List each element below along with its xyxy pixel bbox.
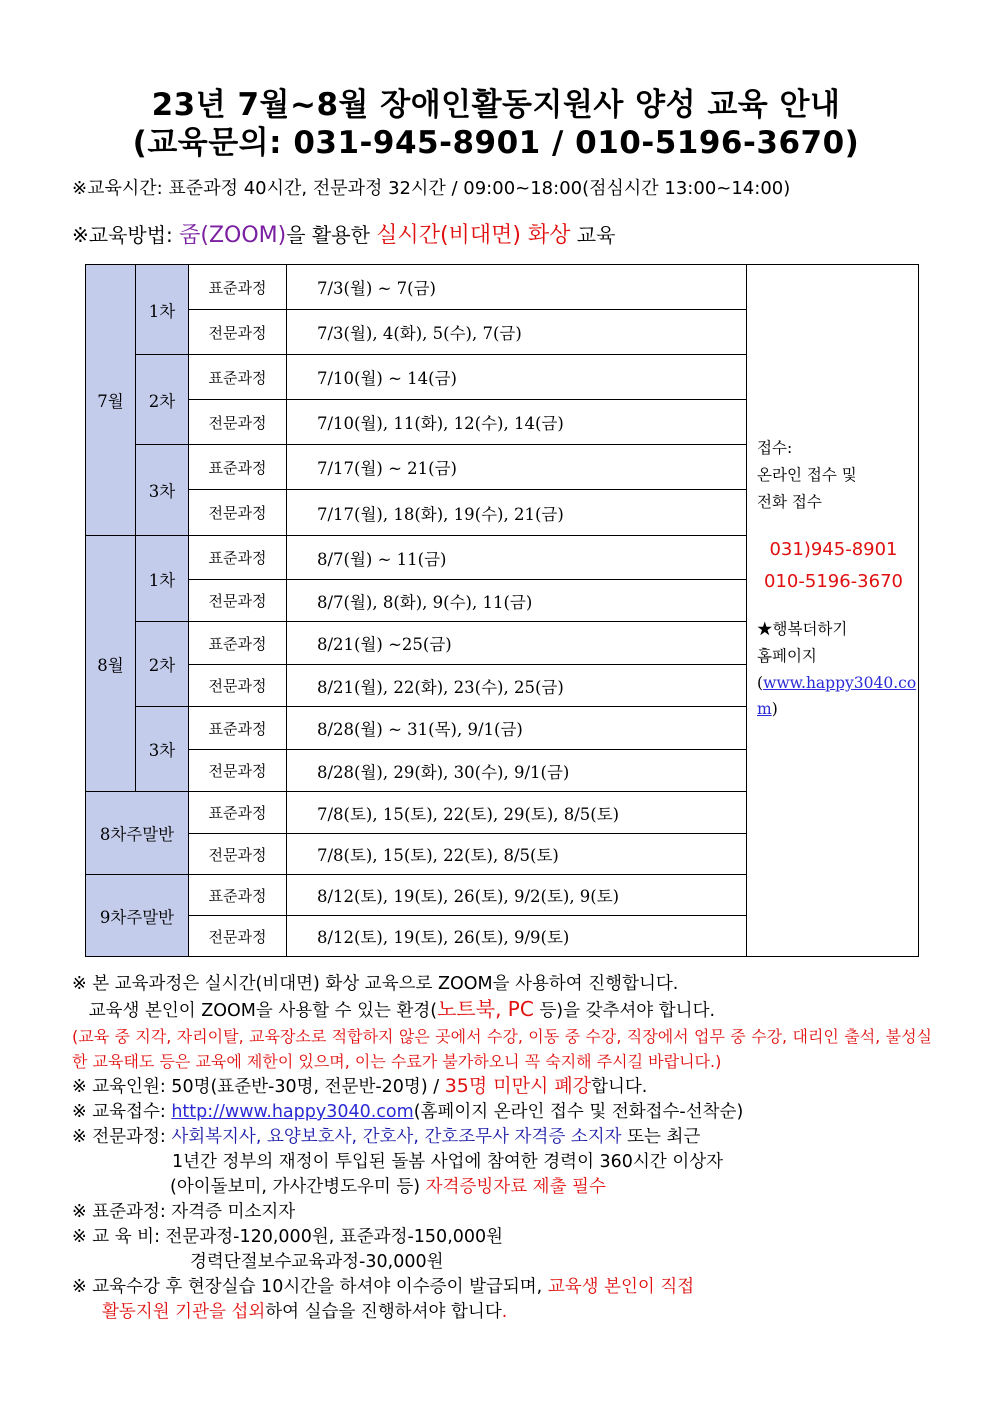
course-type: 전문과정 — [189, 490, 287, 536]
course-type: 전문과정 — [189, 750, 287, 792]
table-row — [86, 265, 919, 310]
note-experience: 1년간 정부의 재정이 투입된 돌봄 사업에 참여한 경력이 360시간 이상자 — [172, 1152, 724, 1172]
note-environment: 교육생 본인이 ZOOM을 사용할 수 있는 환경(노트북, PC 등)을 갖추셔야 합니다. — [72, 997, 716, 1021]
homepage-label-2: 홈페이지 — [757, 647, 817, 665]
note-registration: ※ 교육접수: http://www.happy3040.com(홈페이지 온라인 접수 및 전화접수-선착순) — [72, 1102, 744, 1122]
round-august-3: 3차 — [136, 707, 189, 792]
course-type: 표준과정 — [189, 792, 287, 834]
course-type: 표준과정 — [189, 707, 287, 750]
method-realtime: 실시간(비대면) 화상 — [376, 223, 571, 248]
course-type: 표준과정 — [189, 265, 287, 310]
reg-phone-1: 031)945-8901 — [769, 539, 898, 560]
round-august-2: 2차 — [136, 622, 189, 707]
notes-section — [72, 972, 932, 1325]
course-dates: 8/28(월) ~ 31(목), 9/1(금) — [287, 707, 747, 750]
course-dates: 8/7(월), 8(화), 9(수), 11(금) — [287, 580, 747, 622]
course-type: 전문과정 — [189, 834, 287, 875]
course-dates: 8/21(월), 22(화), 23(수), 25(금) — [287, 665, 747, 707]
reg-label: 접수: — [757, 439, 793, 457]
homepage-link[interactable]: www.happy3040.co — [763, 674, 917, 692]
course-type: 표준과정 — [189, 536, 287, 580]
course-dates: 8/7(월) ~ 11(금) — [287, 536, 747, 580]
round-august-1: 1차 — [136, 536, 189, 622]
course-dates: 7/17(월) ~ 21(금) — [287, 445, 747, 490]
reg-online: 온라인 접수 및 — [757, 466, 857, 484]
note-practicum: ※ 교육수강 후 현장실습 10시간을 하셔야 이수증이 발급되며, 교육생 본인이 직접 — [72, 1277, 695, 1297]
course-type: 표준과정 — [189, 355, 287, 400]
note-capacity: ※ 교육인원: 50명(표준반-30명, 전문반-20명) / 35명 미만시 폐강합니다. — [72, 1075, 648, 1097]
round-july-3: 3차 — [136, 445, 189, 536]
note-practicum-2: 활동지원 기관을 섭외하여 실습을 진행하셔야 합니다. — [102, 1302, 508, 1322]
education-method — [72, 222, 615, 249]
weekend-class-9: 9차주말반 — [86, 875, 189, 957]
course-dates: 7/8(토), 15(토), 22(토), 8/5(토) — [287, 834, 747, 875]
note-professional: ※ 전문과정: 사회복지사, 요양보호사, 간호사, 간호조무사 자격증 소지자 또는 최근 — [72, 1127, 701, 1147]
round-july-1: 1차 — [136, 265, 189, 355]
note-qualifications: 사회복지사, 요양보호사, 간호사, 간호조무사 자격증 소지자 — [171, 1127, 622, 1147]
reg-phone: 전화 접수 — [757, 493, 822, 511]
note-warning: (교육 중 지각, 자리이탈, 교육장소로 적합하지 않은 곳에서 수강, 이동 중 수강, 직장에서 업무 중 수강, 대리인 출석, 불성실한 교육태도 등은 교육에 제한이 있으며, 이는 수료가 불가하오니 꼭 숙지해 주시길 바랍니다.) — [72, 1027, 932, 1071]
round-july-2: 2차 — [136, 355, 189, 445]
course-dates: 7/17(월), 18(화), 19(수), 21(금) — [287, 490, 747, 536]
method-suffix: 교육 — [570, 223, 616, 247]
note-proof-required: 자격증빙자료 제출 필수 — [425, 1177, 606, 1197]
method-mid: 을 활용한 — [286, 223, 377, 247]
course-type: 표준과정 — [189, 875, 287, 916]
note-devices: 노트북, PC — [437, 997, 534, 1021]
course-type: 전문과정 — [189, 400, 287, 445]
course-dates: 8/12(토), 19(토), 26(토), 9/2(토), 9(토) — [287, 875, 747, 916]
course-dates: 7/10(월) ~ 14(금) — [287, 355, 747, 400]
note-practicum-arrange: 활동지원 기관을 섭외 — [102, 1302, 266, 1322]
homepage-label: ★행복더하기 — [757, 620, 848, 638]
note-fee-2: 경력단절보수교육과정-30,000원 — [190, 1252, 444, 1272]
education-time: ※교육시간: 표준과정 40시간, 전문과정 32시간 / 09:00~18:00(점심시간 13:00~14:00) — [72, 178, 791, 199]
note-standard: ※ 표준과정: 자격증 미소지자 — [72, 1202, 296, 1222]
method-prefix: ※교육방법: — [72, 223, 180, 247]
course-dates: 7/3(월), 4(화), 5(수), 7(금) — [287, 310, 747, 355]
course-dates: 7/8(토), 15(토), 22(토), 29(토), 8/5(토) — [287, 792, 747, 834]
course-type: 전문과정 — [189, 916, 287, 957]
course-dates: 8/28(월), 29(화), 30(수), 9/1(금) — [287, 750, 747, 792]
note-zoom: ※ 본 교육과정은 실시간(비대면) 화상 교육으로 ZOOM을 사용하여 진행합니다. — [72, 974, 679, 994]
course-type: 전문과정 — [189, 665, 287, 707]
course-type: 전문과정 — [189, 580, 287, 622]
page-subtitle-contact: (교육문의: 031-945-8901 / 010-5196-3670) — [132, 125, 860, 161]
note-cancel-threshold: 35명 미만시 폐강 — [444, 1075, 592, 1097]
course-type: 표준과정 — [189, 445, 287, 490]
course-dates: 7/10(월), 11(화), 12(수), 14(금) — [287, 400, 747, 445]
weekend-class-8: 8차주말반 — [86, 792, 189, 875]
month-july: 7월 — [86, 265, 136, 536]
course-type: 표준과정 — [189, 622, 287, 665]
homepage-url[interactable]: (www.happy3040.co m) — [757, 674, 917, 718]
course-dates: 8/12(토), 19(토), 26(토), 9/9(토) — [287, 916, 747, 957]
registration-info — [747, 265, 919, 957]
note-experience-examples: (아이돌보미, 가사간병도우미 등) 자격증빙자료 제출 필수 — [170, 1177, 606, 1197]
schedule-table — [85, 264, 919, 957]
course-dates: 8/21(월) ~25(금) — [287, 622, 747, 665]
note-practicum-self: 교육생 본인이 직접 — [547, 1277, 695, 1297]
page-title: 23년 7월~8월 장애인활동지원사 양성 교육 안내 — [151, 87, 841, 123]
month-august: 8월 — [86, 536, 136, 792]
homepage-link-cont[interactable]: m — [757, 700, 772, 718]
course-dates: 7/3(월) ~ 7(금) — [287, 265, 747, 310]
reg-phone-2: 010-5196-3670 — [764, 571, 903, 592]
registration-link[interactable]: http://www.happy3040.com — [171, 1102, 414, 1122]
note-fee: ※ 교 육 비: 전문과정-120,000원, 표준과정-150,000원 — [72, 1227, 504, 1247]
method-zoom: 줌(ZOOM) — [179, 223, 287, 248]
course-type: 전문과정 — [189, 310, 287, 355]
